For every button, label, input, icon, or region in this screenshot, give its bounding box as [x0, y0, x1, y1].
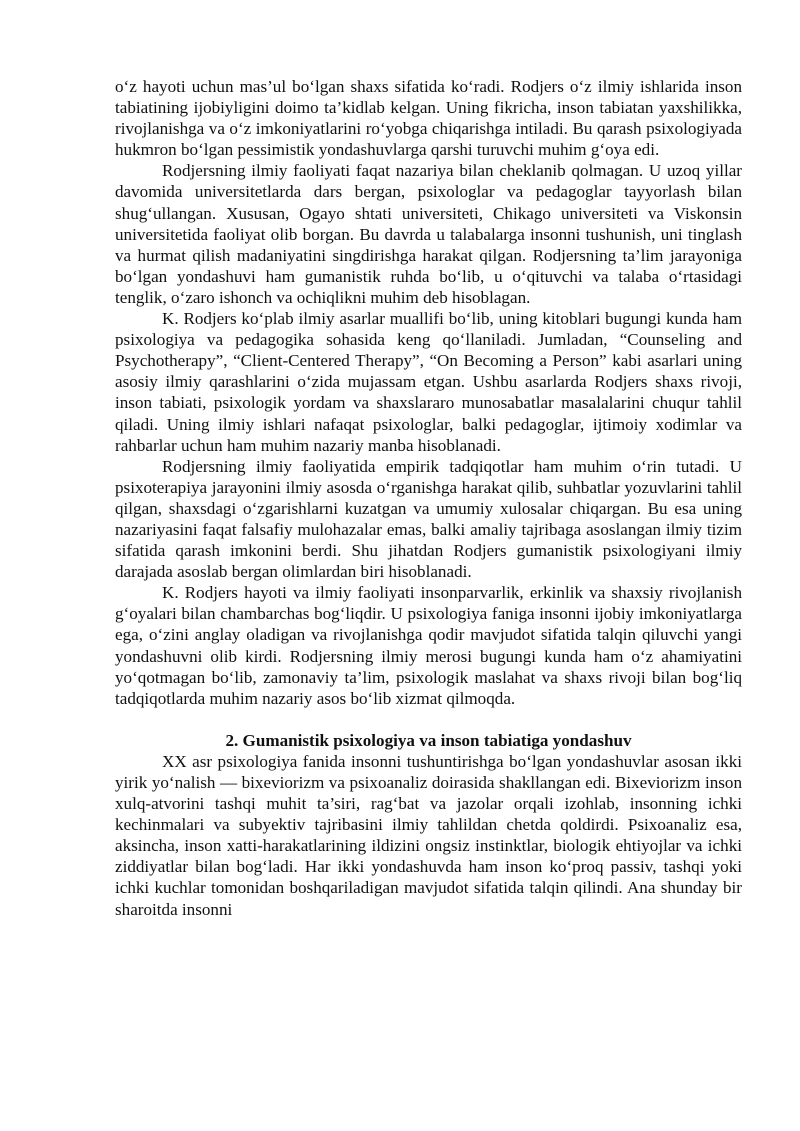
- paragraph-section-intro: XX asr psixologiya fanida insonni tushuntirishga bo‘lgan yondashuvlar asosan ikki yirik yo‘nalish — bixeviorizm va psixoanaliz doirasida shakllangan edi. Bixeviorizm inson xulq-atvorini tashqi muhit ta’siri, rag‘bat va jazolar orqali izohlab, insonning ichki kechinmalari va subyektiv tajribasini ilmiy tahlildan chetda qoldirdi. Psixoanaliz esa, aksincha, inson xatti-harakatlarining ildizini ongsiz instinktlar, biologik ehtiyojlar va ichki ziddiyatlar bilan bog‘ladi. Har ikki yondashuvda ham inson ko‘proq passiv, tashqi yoki ichki kuchlar tomonidan boshqariladigan mavjudot sifatida talqin qilindi. Ana shunday bir sharoitda insonni: [115, 751, 742, 919]
- paragraph-teaching: Rodjersning ilmiy faoliyati faqat nazariya bilan cheklanib qolmagan. U uzoq yillar davomida universitetlarda dars bergan, psixologlar va pedagoglar tayyorlash bilan shug‘ullangan. Xususan, Ogayo shtati universiteti, Chikago universiteti va Viskonsin universitetida faoliyat olib borgan. Bu davrda u talabalarga insonni tushunish, uni tinglash va hurmat qilish madaniyatini singdirishga harakat qilgan. Rodjersning ta’lim jarayoniga bo‘lgan yondashuvi ham gumanistik ruhda bo‘lib, u o‘qituvchi va talaba o‘rtasidagi tenglik, o‘zaro ishonch va ochiqlikni muhim deb hisoblagan.: [115, 161, 742, 307]
- paragraph-works: K. Rodjers ko‘plab ilmiy asarlar muallifi bo‘lib, uning kitoblari bugungi kunda ham psixologiya va pedagogika sohasida keng qo‘llaniladi. Jumladan, “Counseling and Psychotherapy”, “Client-Centered Therapy”, “On Becoming a Person” kabi asarlari uning asosiy ilmiy qarashlarini o‘zida mujassam etgan. Ushbu asarlarda Rodjers shaxs rivoji, inson tabiati, psixologik yordam va shaxslararo munosabatlar masalalarini chuqur tahlil qiladi. Uning ilmiy ishlari nafaqat psixologlar, balki pedagoglar, ijtimoiy xodimlar va rahbarlar uchun ham muhim nazariy manba hisoblanadi.: [115, 309, 742, 455]
- paragraph-empirical: Rodjersning ilmiy faoliyatida empirik tadqiqotlar ham muhim o‘rin tutadi. U psixoterapiya jarayonini ilmiy asosda o‘rganishga harakat qilib, suhbatlar yozuvlarini tahlil qilgan, shaxsdagi o‘zgarishlarni kuzatgan va umumiy xulosalar chiqargan. Bu esa uning nazariyasini faqat falsafiy mulohazalar emas, balki amaliy tajribaga asoslangan ilmiy tizim sifatida qarash imkonini berdi. Shu jihatdan Rodjers gumanistik psixologiyani ilmiy darajada asoslab bergan olimlardan biri hisoblanadi.: [115, 456, 742, 582]
- paragraph-continuation: o‘z hayoti uchun mas’ul bo‘lgan shaxs sifatida ko‘radi. Rodjers o‘z ilmiy ishlarida inson tabiatining ijobiyligini doimo ta’kidlab kelgan. Uning fikricha, inson tabiatan yaxshilikka, rivojlanishga va o‘z imkoniyatlarini ro‘yobga chiqarishga intiladi. Bu qarash psixologiyada hukmron bo‘lgan pessimistik yondashuvlarga qarshi turuvchi muhim g‘oya edi.: [115, 77, 742, 160]
- document-page: [115, 76, 742, 920]
- paragraph-legacy: K. Rodjers hayoti va ilmiy faoliyati insonparvarlik, erkinlik va shaxsiy rivojlanish g‘oyalari bilan chambarchas bog‘liqdir. U psixologiya faniga insonni ijobiy imkoniyatlarga ega, o‘zini anglay oladigan va rivojlanishga qodir mavjudot sifatida talqin qiluvchi yangi yondashuvni olib kirdi. Rodjersning ilmiy merosi bugungi kunda ham o‘z ahamiyatini yo‘qotmagan bo‘lib, zamonaviy ta’lim, psixologik maslahat va shaxs rivoji bilan bog‘liq tadqiqotlarda muhim nazariy asos bo‘lib xizmat qilmoqda.: [115, 583, 742, 708]
- section-heading: 2. Gumanistik psixologiya va inson tabiatiga yondashuv: [225, 730, 632, 750]
